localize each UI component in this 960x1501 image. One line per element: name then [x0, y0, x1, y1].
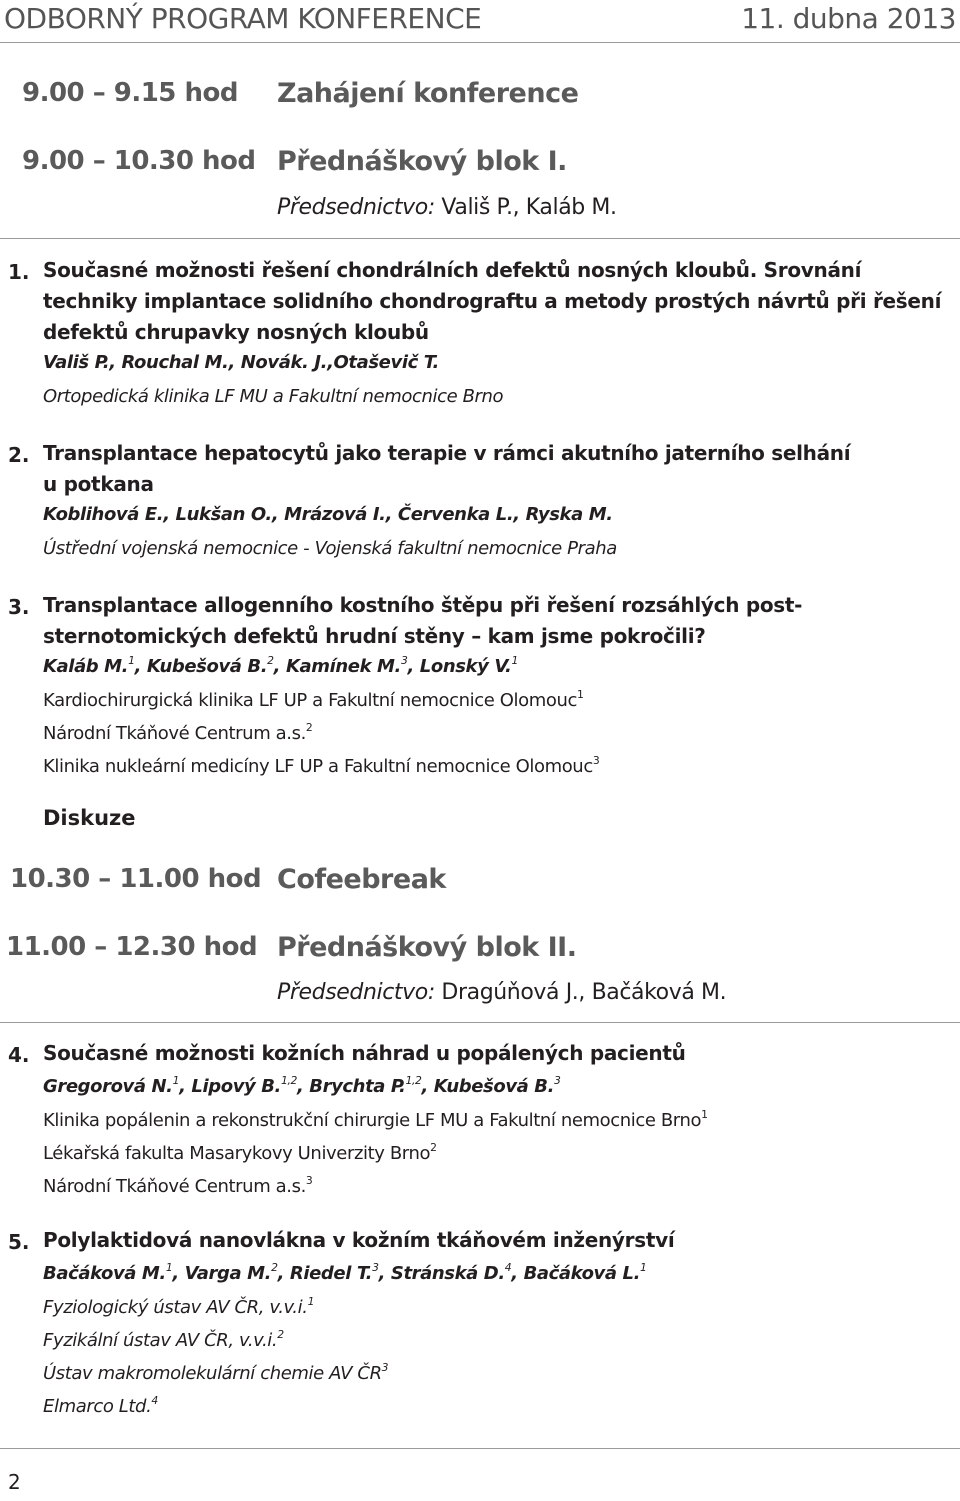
affiliation-text: Národní Tkáňové Centrum a.s. — [43, 723, 306, 744]
affiliation-text: Elmarco Ltd. — [43, 1396, 152, 1417]
author-sup: 1 — [165, 1261, 173, 1274]
talk-authors: Koblihová E., Lukšan O., Mrázová I., Červenka L., Ryska M. — [43, 504, 613, 525]
talk-title — [43, 255, 941, 348]
talk-title-line: Současné možnosti řešení chondrálních defektů nosných kloubů. Srovnání — [43, 258, 862, 282]
program-title: ODBORNÝ PROGRAM KONFERENCE — [4, 2, 482, 35]
affiliation-sup: 3 — [592, 754, 600, 767]
page-header — [0, 0, 960, 40]
affiliation-sup: 2 — [277, 1328, 284, 1341]
slot-time: 9.00 – 9.15 hod — [22, 78, 238, 108]
chair-label: Předsednictvo: — [277, 980, 435, 1005]
talk-title-line: Současné možnosti kožních náhrad u popálených pacientů — [43, 1041, 686, 1065]
conference-date: 11. dubna 2013 — [741, 2, 956, 35]
affiliation-sup: 1 — [701, 1108, 708, 1121]
talk-affiliation — [43, 690, 583, 711]
affiliation-sup: 3 — [381, 1361, 389, 1374]
talk-affiliation: Ústřední vojenská nemocnice - Vojenská fakultní nemocnice Praha — [43, 538, 617, 559]
talk-title — [43, 438, 850, 500]
slot-title: Cofeebreak — [277, 864, 446, 895]
author-sup: 2 — [267, 654, 274, 667]
page-number: 2 — [8, 1470, 21, 1494]
discussion-label: Diskuze — [43, 806, 136, 830]
author-name: , Lonský V. — [407, 656, 512, 677]
author-name: , Stránská D. — [378, 1263, 505, 1284]
author-sup: 1,2 — [405, 1074, 422, 1087]
talk-title-line: u potkana — [43, 472, 154, 496]
author-sup: 4 — [504, 1261, 512, 1274]
chair-names: Vališ P., Kaláb M. — [434, 195, 617, 220]
affiliation-text: Kardiochirurgická klinika LF UP a Fakultní nemocnice Olomouc — [43, 690, 577, 711]
talk-affiliation — [43, 756, 599, 777]
author-sup: 1 — [511, 654, 518, 667]
header-divider — [0, 42, 960, 43]
talk-affiliation — [43, 723, 312, 744]
footer-divider — [0, 1448, 960, 1449]
affiliation-sup: 2 — [430, 1141, 437, 1154]
slot-time: 11.00 – 12.30 hod — [6, 932, 258, 962]
section-divider — [0, 238, 960, 239]
talk-title-line: Transplantace allogenního kostního štěpu při řešení rozsáhlých post- — [43, 593, 803, 617]
author-name: , Bačáková L. — [511, 1263, 641, 1284]
talk-affiliation — [43, 1176, 312, 1197]
affiliation-text: Klinika popálenin a rekonstrukční chirurgie LF MU a Fakultní nemocnice Brno — [43, 1110, 702, 1131]
talk-number: 3. — [8, 595, 30, 619]
talk-affiliation: Ortopedická klinika LF MU a Fakultní nemocnice Brno — [43, 386, 504, 407]
talk-title-line: Transplantace hepatocytů jako terapie v rámci akutního jaterního selhání — [43, 441, 851, 465]
author-name: , Brychta P. — [296, 1076, 406, 1097]
author-name: , Varga M. — [172, 1263, 272, 1284]
affiliation-text: Národní Tkáňové Centrum a.s. — [43, 1176, 306, 1197]
chairs — [277, 195, 617, 220]
author-name: Kaláb M. — [43, 656, 129, 677]
talk-affiliation — [43, 1110, 708, 1131]
slot-time: 9.00 – 10.30 hod — [22, 146, 256, 176]
talk-title-line: techniky implantace solidního chondrograftu a metody prostých návrtů při řešení — [43, 289, 942, 313]
section-divider — [0, 1022, 960, 1023]
author-name: , Kamínek M. — [273, 656, 401, 677]
author-sup: 1 — [640, 1261, 647, 1274]
talk-affiliation — [43, 1297, 314, 1318]
author-sup: 3 — [372, 1261, 379, 1274]
talk-title — [43, 1038, 686, 1069]
author-sup: 2 — [271, 1261, 278, 1274]
talk-number: 2. — [8, 443, 30, 467]
talk-affiliation — [43, 1396, 158, 1417]
affiliation-text: Fyzikální ústav AV ČR, v.v.i. — [43, 1330, 278, 1351]
author-name: , Lipový B. — [179, 1076, 281, 1097]
talk-number: 5. — [8, 1230, 30, 1254]
slot-title: Přednáškový blok I. — [277, 146, 567, 177]
affiliation-sup: 3 — [305, 1174, 313, 1187]
author-name: , Kubešová B. — [421, 1076, 555, 1097]
slot-time: 10.30 – 11.00 hod — [10, 864, 262, 894]
affiliation-text: Lékařská fakulta Masarykovy Univerzity Brno — [43, 1143, 431, 1164]
author-sup: 1 — [128, 654, 135, 667]
talk-affiliation — [43, 1143, 437, 1164]
talk-authors — [43, 656, 518, 677]
talk-authors: Vališ P., Rouchal M., Novák. J.,Otaševič T. — [43, 352, 439, 373]
talk-title-line: Polylaktidová nanovlákna v kožním tkáňovém inženýrství — [43, 1228, 675, 1252]
talk-number: 1. — [8, 260, 30, 284]
talk-affiliation — [43, 1363, 388, 1384]
slot-title: Zahájení konference — [277, 78, 579, 109]
affiliation-sup: 1 — [307, 1295, 315, 1308]
chair-label: Předsednictvo: — [277, 195, 435, 220]
author-sup: 1,2 — [280, 1074, 297, 1087]
chairs — [277, 980, 726, 1005]
talk-title-line: defektů chrupavky nosných kloubů — [43, 320, 429, 344]
affiliation-sup: 1 — [576, 688, 584, 701]
talk-title — [43, 1225, 674, 1256]
talk-authors — [43, 1263, 647, 1284]
author-sup: 3 — [401, 654, 408, 667]
author-sup: 3 — [554, 1074, 561, 1087]
affiliation-text: Fyziologický ústav AV ČR, v.v.i. — [43, 1297, 308, 1318]
author-name: Bačáková M. — [43, 1263, 166, 1284]
talk-title-line: sternotomických defektů hrudní stěny – kam jsme pokročili? — [43, 624, 706, 648]
affiliation-sup: 2 — [305, 721, 313, 734]
talk-affiliation — [43, 1330, 284, 1351]
author-name: Gregorová N. — [43, 1076, 173, 1097]
author-sup: 1 — [172, 1074, 180, 1087]
slot-title: Přednáškový blok II. — [277, 932, 577, 963]
affiliation-text: Klinika nukleární medicíny LF UP a Fakultní nemocnice Olomouc — [43, 756, 593, 777]
author-name: , Kubešová B. — [134, 656, 268, 677]
affiliation-sup: 4 — [151, 1394, 158, 1407]
chair-names: Dragúňová J., Bačáková M. — [434, 980, 727, 1005]
talk-number: 4. — [8, 1043, 30, 1067]
affiliation-text: Ústav makromolekulární chemie AV ČR — [43, 1363, 382, 1384]
talk-authors — [43, 1076, 561, 1097]
talk-title — [43, 590, 802, 652]
author-name: , Riedel T. — [277, 1263, 373, 1284]
